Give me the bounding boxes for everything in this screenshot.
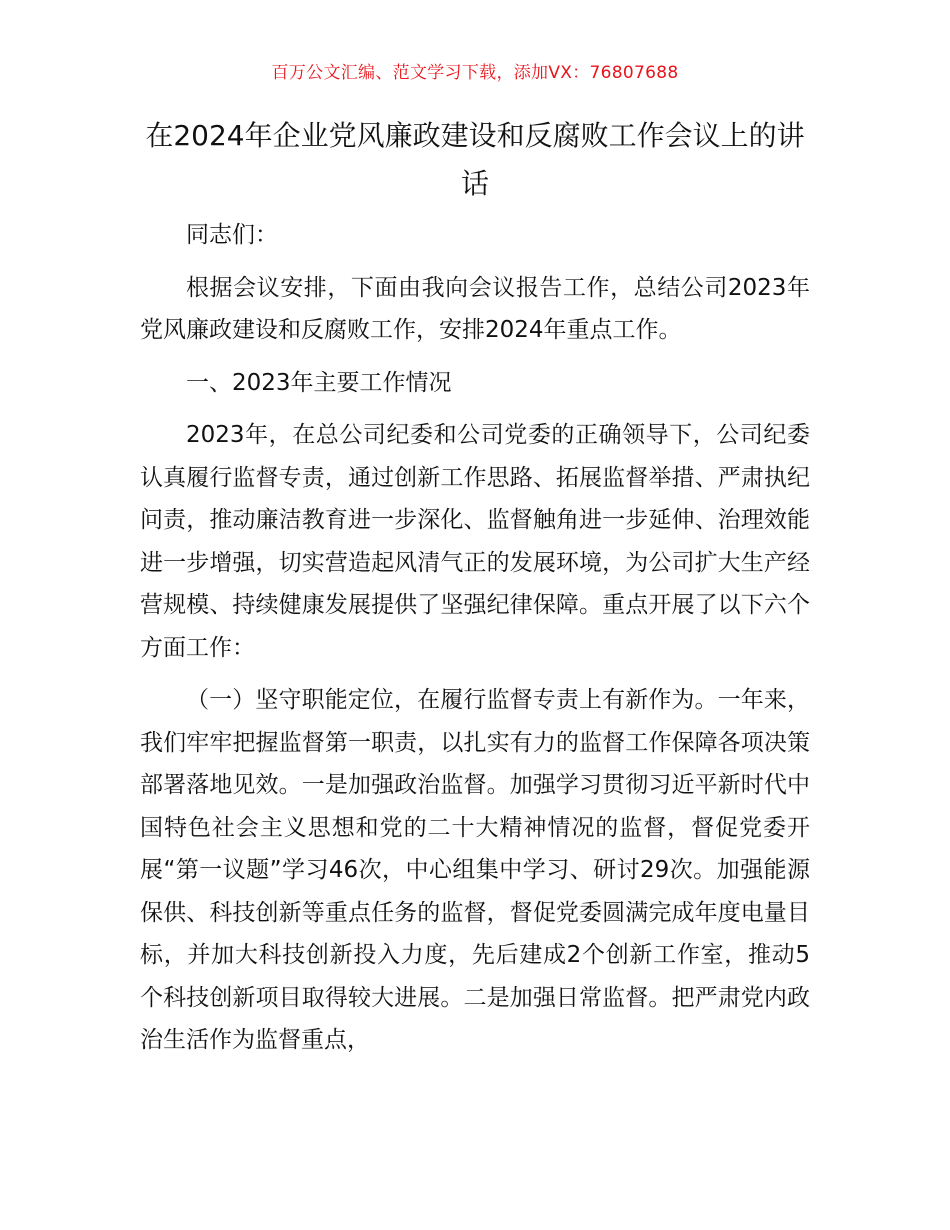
- subsection-paragraph: （一）坚守职能定位，在履行监督专责上有新作为。一年来，我们牢牢把握监督第一职责，以扎实有力的监督工作保障各项决策部署落地见效。一是加强政治监督。加强学习贯彻习近平新时代中国特色社会主义思想和党的二十大精神情况的监督，督促党委开展“第一议题”学习46次，中心组集中学习、研讨29次。加强能源保供、科技创新等重点任务的监督，督促党委圆满完成年度电量目标，并加大科技创新投入力度，先后建成2个创新工作室，推动5个科技创新项目取得较大进展。二是加强日常监督。把严肃党内政治生活作为监督重点，: [140, 687, 810, 1053]
- summary-paragraph: 2023年，在总公司纪委和公司党委的正确领导下，公司纪委认真履行监督专责，通过创新工作思路、拓展监督举措、严肃执纪问责，推动廉洁教育进一步深化、监督触角进一步延伸、治理效能进一步增强，切实营造起风清气正的发展环境，为公司扩大生产经营规模、持续健康发展提供了坚强纪律保障。重点开展了以下六个方面工作：: [140, 422, 810, 661]
- header-watermark-note: 百万公文汇编、范文学习下载，添加VX：76807688: [271, 63, 679, 83]
- document-body: [140, 214, 810, 1072]
- section-heading: 一、2023年主要工作情况: [186, 369, 452, 396]
- salutation-paragraph: 同志们：: [186, 222, 278, 248]
- document-title: 在2024年企业党风廉政建设和反腐败工作会议上的讲话: [145, 119, 805, 200]
- intro-paragraph: 根据会议安排，下面由我向会议报告工作，总结公司2023年党风廉政建设和反腐败工作，安排2024年重点工作。: [140, 274, 810, 343]
